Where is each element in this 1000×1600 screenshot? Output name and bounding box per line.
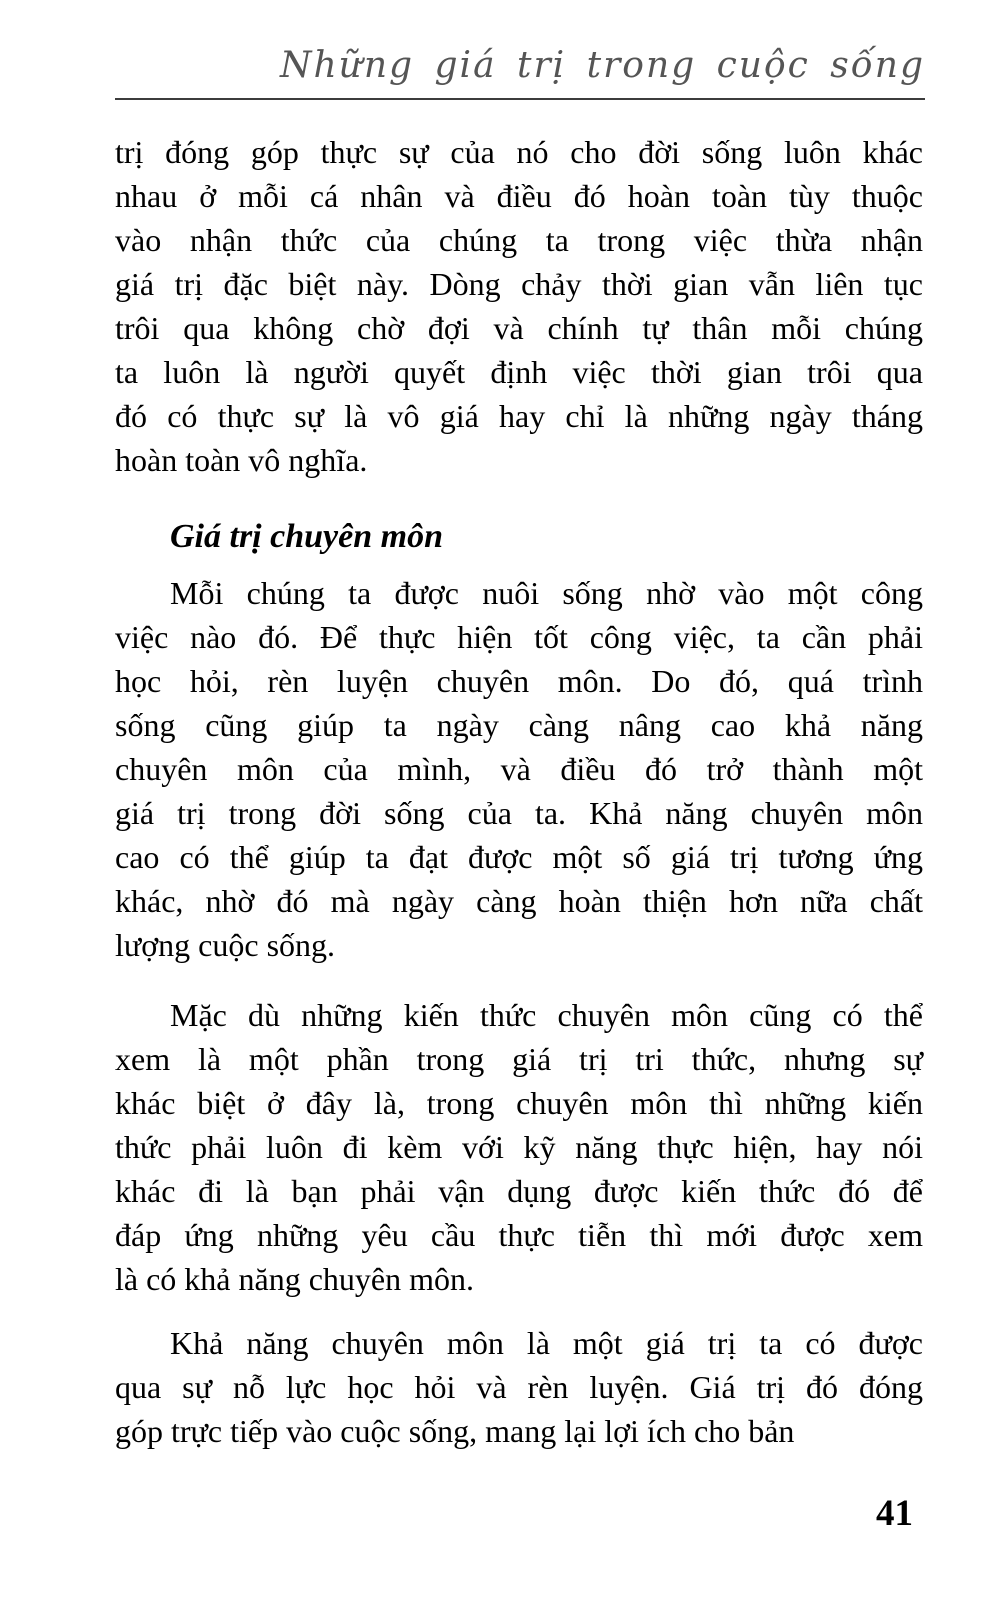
text-line: chuyên môn của mình, và điều đó trở thành một: [115, 751, 923, 787]
text-line: lượng cuộc sống.: [115, 927, 336, 963]
text-line: thức phải luôn đi kèm với kỹ năng thực hiện, hay nói: [115, 1129, 923, 1165]
text-line: vào nhận thức của chúng ta trong việc thừa nhận: [115, 222, 923, 258]
text-line: giá trị trong đời sống của ta. Khả năng chuyên môn: [115, 795, 923, 831]
paragraph: [115, 1321, 923, 1453]
text-line: cao có thể giúp ta đạt được một số giá trị tương ứng: [115, 839, 923, 875]
text-line: hoàn toàn vô nghĩa.: [115, 442, 368, 478]
text-line: Mỗi chúng ta được nuôi sống nhờ vào một công: [170, 575, 923, 611]
text-line: ta luôn là người quyết định việc thời gian trôi qua: [115, 354, 923, 390]
paragraph: [115, 130, 923, 482]
text-line: đó có thực sự là vô giá hay chỉ là những ngày tháng: [115, 398, 923, 434]
text-line: Mặc dù những kiến thức chuyên môn cũng có thể: [170, 997, 923, 1033]
section-heading: Giá trị chuyên môn: [170, 518, 443, 555]
text-line: xem là một phần trong giá trị tri thức, nhưng sự: [115, 1041, 923, 1077]
paragraph: [115, 993, 923, 1301]
text-line: trôi qua không chờ đợi và chính tự thân mỗi chúng: [115, 310, 923, 346]
page-header: [115, 42, 925, 100]
running-head-title: Những giá trị trong cuộc sống: [279, 45, 925, 86]
text-line: nhau ở mỗi cá nhân và điều đó hoàn toàn tùy thuộc: [115, 178, 923, 214]
paragraph: [115, 571, 923, 967]
text-line: khác biệt ở đây là, trong chuyên môn thì những kiến: [115, 1085, 923, 1121]
text-line: giá trị đặc biệt này. Dòng chảy thời gian vẫn liên tục: [115, 266, 923, 302]
page-body: [115, 130, 923, 1453]
text-line: sống cũng giúp ta ngày càng nâng cao khả năng: [115, 707, 923, 743]
text-line: khác đi là bạn phải vận dụng được kiến thức đó để: [115, 1173, 923, 1209]
text-line: góp trực tiếp vào cuộc sống, mang lại lợi ích cho bản: [115, 1413, 795, 1449]
text-line: Khả năng chuyên môn là một giá trị ta có được: [170, 1325, 923, 1361]
text-line: trị đóng góp thực sự của nó cho đời sống luôn khác: [115, 134, 923, 170]
text-line: khác, nhờ đó mà ngày càng hoàn thiện hơn nữa chất: [115, 883, 923, 919]
text-line: qua sự nỗ lực học hỏi và rèn luyện. Giá trị đó đóng: [115, 1369, 923, 1405]
text-line: học hỏi, rèn luyện chuyên môn. Do đó, quá trình: [115, 663, 923, 699]
text-line: việc nào đó. Để thực hiện tốt công việc, ta cần phải: [115, 619, 923, 655]
page-number: 41: [876, 1493, 913, 1534]
text-line: đáp ứng những yêu cầu thực tiễn thì mới được xem: [115, 1217, 923, 1253]
text-line: là có khả năng chuyên môn.: [115, 1261, 474, 1297]
